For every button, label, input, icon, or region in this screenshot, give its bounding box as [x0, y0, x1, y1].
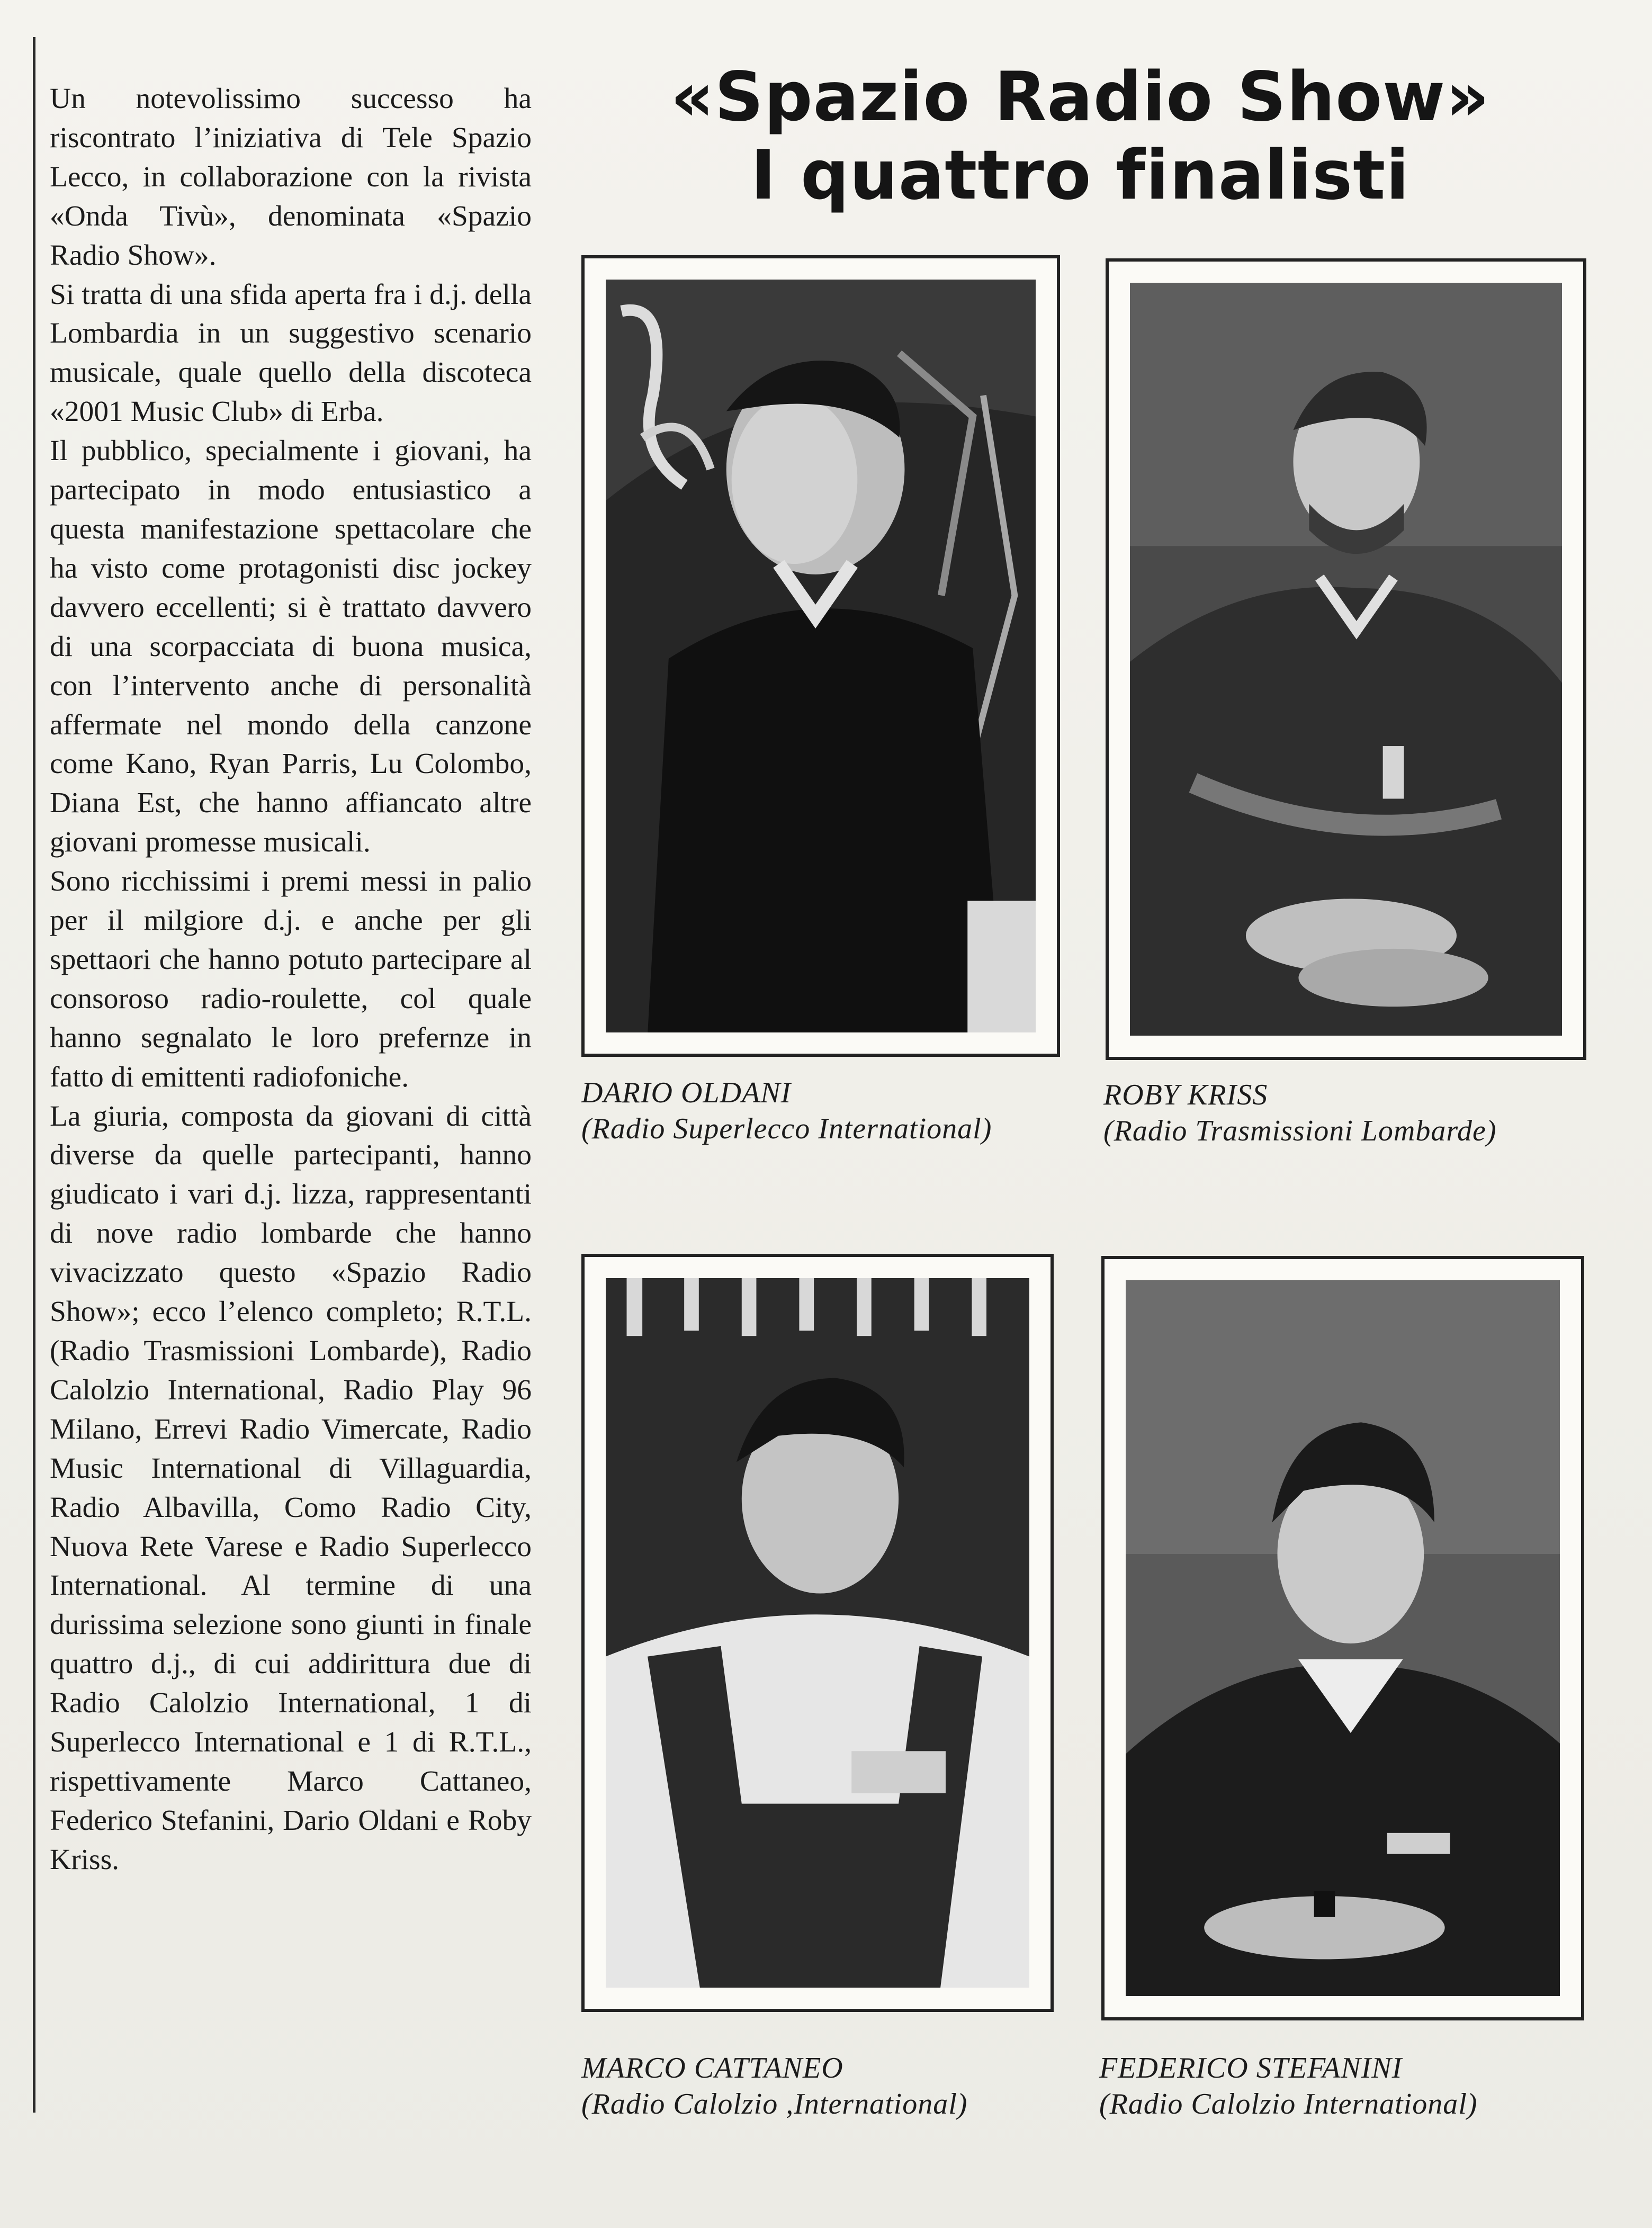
caption-federico-stefanini	[1099, 2050, 1477, 2122]
article-paragraph-2: Si tratta di una sfida aperta fra i d.j. della Lombardia in un suggestivo scenario musicale, quale quello della discoteca «2001 Music Club» di Erba.	[50, 278, 532, 428]
photo-frame-marco-cattaneo	[581, 1254, 1054, 2012]
portrait-photo-marco-cattaneo	[606, 1278, 1029, 1988]
column-rule	[33, 37, 35, 2113]
caption-marco-cattaneo	[581, 2050, 967, 2122]
article-body	[50, 79, 532, 1880]
article-paragraph-4: Sono ricchissimi i premi messi in palio per il milgiore d.j. e anche per gli spettaori che hanno potuto partecipare al consoroso radio-roulette, col quale hanno segnalato le loro prefernze in fatto di emittenti radiofoniche.	[50, 865, 532, 1093]
headline-line-2: I quattro finalisti	[750, 136, 1410, 215]
finalist-station: (Radio Superlecco International)	[581, 1112, 992, 1145]
article-paragraph-3: Il pubblico, specialmente i giovani, ha partecipato in modo entusiastico a questa manifestazione spettacolare che ha visto come protagonisti disc jockey davvero eccellenti; si è trattato davvero di una scorpacciata di buona musica, con l’intervento anche di personalità affermate nel mondo della canzone come Kano, Ryan Parris, Lu Colombo, Diana Est, che hanno affiancato altre giovani promesse musicali.	[50, 435, 532, 859]
finalist-station: (Radio Calolzio International)	[1099, 2088, 1478, 2121]
finalist-name: DARIO OLDANI	[581, 1076, 792, 1109]
portrait-photo-federico-stefanini	[1126, 1280, 1560, 1996]
caption-dario-oldani	[581, 1075, 992, 1147]
portrait-photo-dario-oldani	[606, 280, 1036, 1032]
finalist-name: MARCO CATTANEO	[581, 2052, 843, 2085]
portrait-photo-roby-kriss	[1130, 283, 1562, 1036]
caption-roby-kriss	[1103, 1077, 1497, 1149]
finalist-station: (Radio Trasmissioni Lombarde)	[1103, 1115, 1497, 1147]
article-paragraph-5: La giuria, composta da giovani di città diverse da quelle partecipanti, hanno giudicato i vari d.j. lizza, rappresentanti di nove radio lombarde che hanno vivacizzato questo «Spazio Radio Show»; ecco l’elenco completo; R.T.L. (Radio Trasmissioni Lombarde), Radio Calolzio International, Radio Play 96 Milano, Errevi Radio Vimercate, Radio Music International di Villaguardia, Radio Albavilla, Como Radio City, Nuova Rete Varese e Radio Superlecco International. Al termine di una durissima selezione sono giunti in finale quattro d.j., di cui addirittura due di Radio Calolzio International, 1 di Superlecco International e 1 di R.T.L., rispettivamente Marco Cattaneo, Federico Stefanini, Dario Oldani e Roby Kriss.	[50, 1100, 532, 1876]
photo-frame-dario-oldani	[581, 255, 1060, 1057]
headline	[561, 58, 1599, 215]
article-paragraph-1: Un notevolissimo successo ha riscontrato l’iniziativa di Tele Spazio Lecco, in collaborazione con la rivista «Onda Tivù», denominata «Spazio Radio Show».	[50, 83, 532, 272]
finalist-station: (Radio Calolzio ,International)	[581, 2088, 968, 2121]
headline-line-1: «Spazio Radio Show»	[670, 58, 1490, 137]
finalist-name: FEDERICO STEFANINI	[1099, 2052, 1403, 2085]
photo-frame-federico-stefanini	[1101, 1256, 1584, 2020]
photo-frame-roby-kriss	[1106, 258, 1586, 1060]
finalist-name: ROBY KRISS	[1103, 1079, 1268, 1111]
